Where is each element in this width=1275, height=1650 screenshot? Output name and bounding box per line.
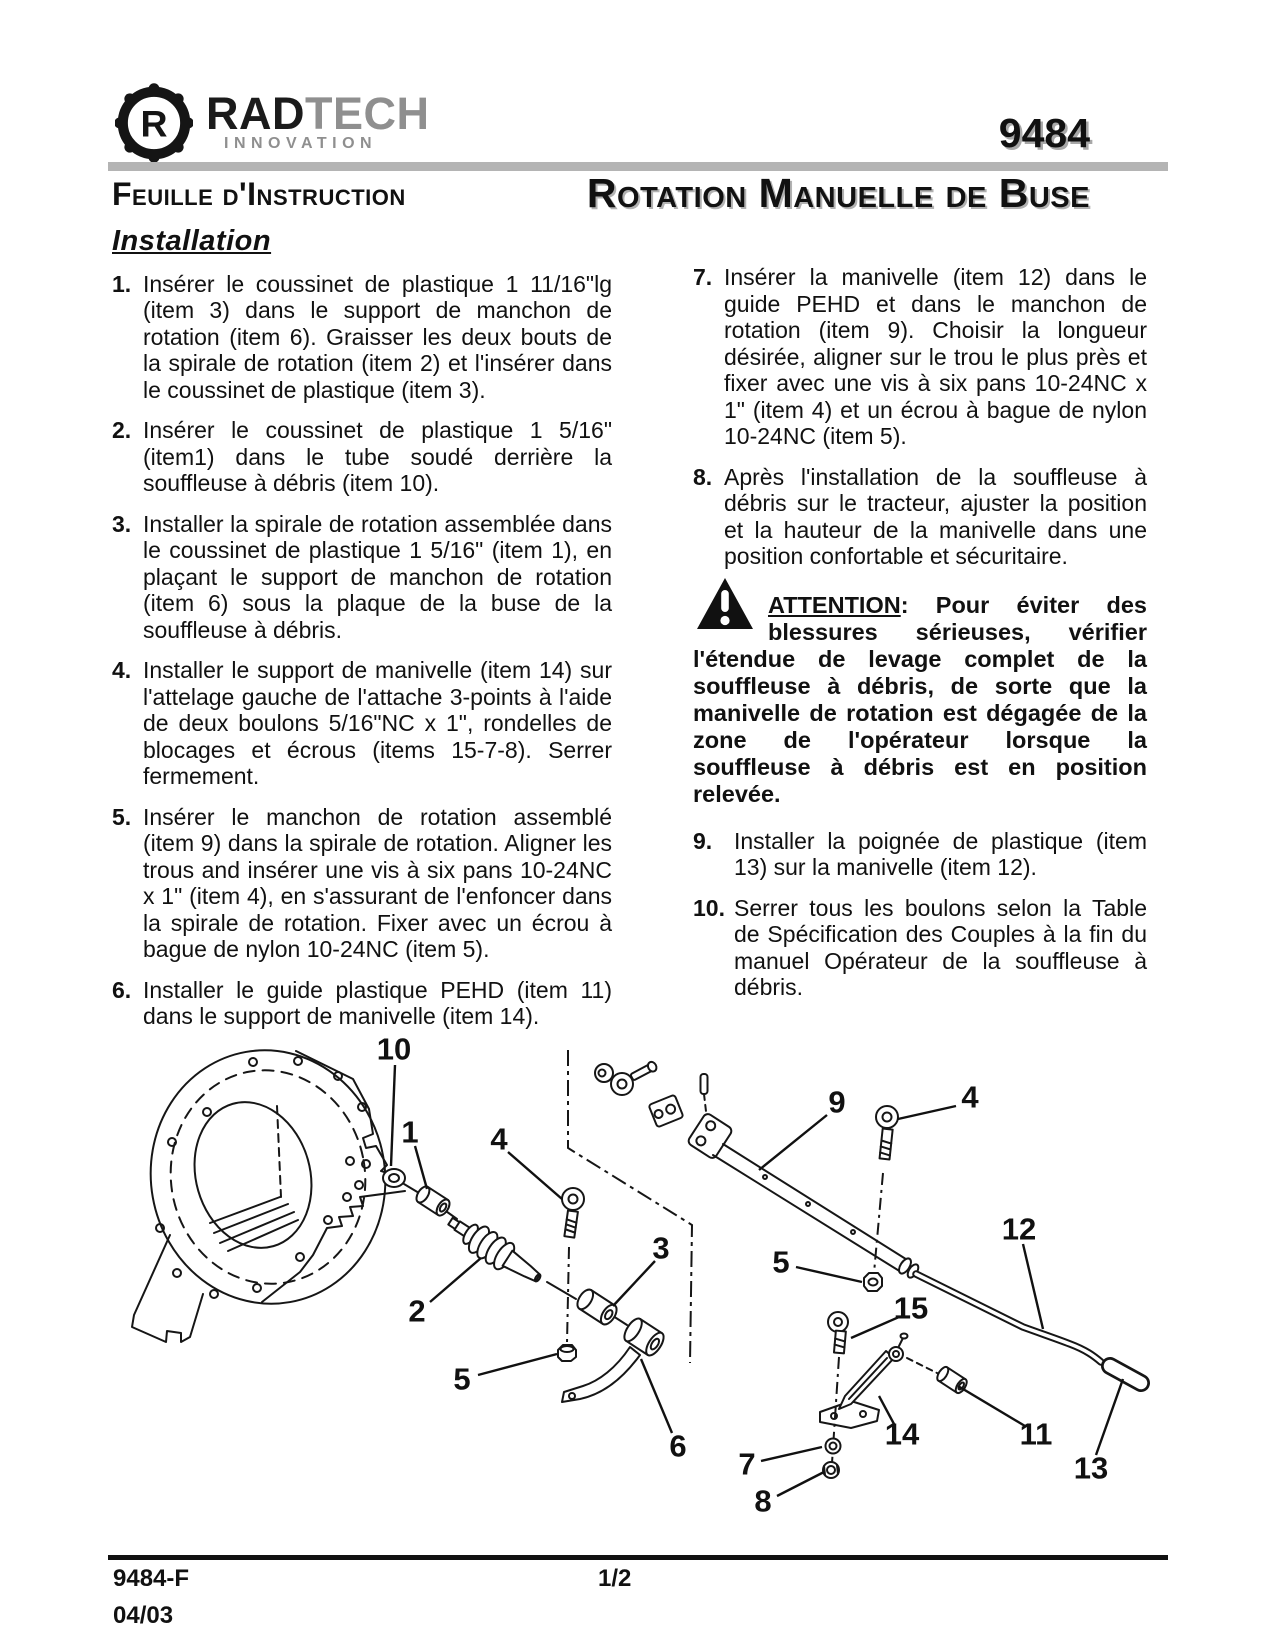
brand-primary: RAD <box>206 88 305 139</box>
callout-leader-6 <box>641 1359 672 1433</box>
step-1 <box>112 271 612 404</box>
step-number: 3. <box>112 510 132 537</box>
callout-number-6: 6 <box>669 1428 687 1464</box>
step-text: Serrer tous les boulons selon la Table de Spécification des Couples à la fin du manuel Opérateur de la souffleuse à débris. <box>734 894 1147 1000</box>
step-3 <box>112 511 612 644</box>
step-2 <box>112 417 612 497</box>
clevis-knuckle-parts <box>595 1060 708 1127</box>
callout-number-8: 8 <box>754 1483 772 1519</box>
callout-number-12: 12 <box>1001 1211 1037 1247</box>
callout-leader-8 <box>777 1472 824 1496</box>
step-5 <box>112 804 612 963</box>
step-8 <box>693 464 1147 570</box>
hex-bolt-4-right <box>874 1106 898 1273</box>
callout-number-1: 1 <box>401 1114 419 1150</box>
attention-label: ATTENTION <box>768 591 901 618</box>
logo-tagline: INNOVATION <box>224 135 378 152</box>
blower-housing-drawing <box>131 1032 406 1342</box>
callout-number-15: 15 <box>893 1290 929 1326</box>
callout-number-11: 11 <box>1019 1416 1053 1452</box>
attention-text: : Pour éviter des blessures sérieuses, vérifier l'étendue de levage complet de la souffleuse à débris, de sorte que la manivelle de rotation est dégagée de la zone de l'opérateur lorsque la souffleuse à débris est en position relevée. <box>693 591 1147 807</box>
sleeve-support-bracket-6 <box>562 1316 667 1402</box>
callout-number-5: 5 <box>772 1244 790 1280</box>
step-number: 1. <box>112 270 132 297</box>
installation-heading: Installation <box>112 225 272 257</box>
crank-rod-12 <box>906 1263 1101 1362</box>
callout-number-13: 13 <box>1073 1450 1109 1486</box>
callout-leader-5 <box>478 1354 557 1375</box>
step-text: Insérer le coussinet de plastique 1 11/16"lg (item 3) dans le support de manchon de rotation (item 6). Graisser les deux bouts de la spirale de rotation (item 2) et l'insérer dans le coussinet de plastique (item 3). <box>143 270 612 403</box>
callout-number-10: 10 <box>376 1031 412 1067</box>
step-number: 4. <box>112 657 132 683</box>
logo-wordmark <box>206 82 430 153</box>
lock-washer-7 <box>826 1439 841 1454</box>
hex-bolt-4-left <box>562 1188 584 1343</box>
radtech-logo <box>115 82 430 164</box>
callout-number-4: 4 <box>961 1079 979 1115</box>
crank-support-bracket-14 <box>820 1334 908 1429</box>
step-number: 2. <box>112 417 132 443</box>
part-number: 9484 <box>998 110 1090 156</box>
plastic-handle-13 <box>1110 1366 1141 1383</box>
footer-doc-code: 9484-F <box>113 1565 190 1592</box>
step-text: Insérer le coussinet de plastique 1 5/16" (item1) dans le tube soudé derrière la souffleuse à débris (item 10). <box>143 417 612 496</box>
callout-number-9: 9 <box>828 1084 846 1120</box>
brand-secondary: TECH <box>305 88 430 139</box>
left-column <box>112 225 612 1044</box>
callout-leader-3 <box>613 1261 655 1306</box>
step-number: 5. <box>112 803 132 830</box>
callout-leader-12 <box>1023 1244 1043 1329</box>
step-text: Après l'installation de la souffleuse à débris sur le tracteur, ajuster la position et la hauteur de la manivelle dans une position confortable et sécuritaire. <box>724 463 1147 569</box>
callout-leader-4 <box>898 1106 956 1119</box>
callout-leader-13 <box>1096 1379 1123 1455</box>
hex-nut-8 <box>823 1462 839 1478</box>
step-number: 8. <box>693 463 713 490</box>
callout-number-2: 2 <box>408 1293 426 1329</box>
callout-leader-5 <box>796 1267 862 1282</box>
callout-leader-2 <box>430 1258 481 1302</box>
step-number: 9. <box>693 827 713 854</box>
plastic-bushing-3 <box>574 1287 620 1327</box>
step-text: Installer la poignée de plastique (item 13) sur la manivelle (item 12). <box>734 827 1147 880</box>
attention-note <box>693 592 1147 808</box>
step-9 <box>693 828 1147 881</box>
callout-leader-11 <box>958 1386 1025 1426</box>
step-number: 7. <box>693 264 713 290</box>
parts-diagram <box>110 985 1170 1550</box>
callout-leader-1 <box>415 1146 427 1189</box>
gear-badge-icon <box>115 82 193 164</box>
callout-leader-9 <box>759 1115 827 1170</box>
callout-number-14: 14 <box>884 1416 920 1452</box>
step-number: 10. <box>693 894 725 921</box>
page-title: Rotation Manuelle de Buse <box>586 170 1090 216</box>
right-column <box>693 264 1147 1015</box>
callout-leader-15 <box>851 1317 899 1338</box>
callout-number-7: 7 <box>738 1446 756 1482</box>
footer-date-code: 04/03 <box>113 1602 174 1629</box>
footer-page-indicator: 1/2 <box>598 1565 632 1592</box>
step-4 <box>112 657 612 790</box>
callout-layer <box>377 1032 1123 1519</box>
svg-text:R: R <box>140 102 168 145</box>
callout-number-4: 4 <box>490 1121 508 1157</box>
document-type-heading: Feuille d'Instruction <box>112 176 406 212</box>
callout-number-5: 5 <box>453 1361 471 1397</box>
step-text: Insérer le manchon de rotation assemblé (item 9) dans la spirale de rotation. Aligner les trous and insérer une vis à six pans 10-24NC x 1" (item 4), en s'assurant de l'enfoncer dans la spirale de rotation. Fixer avec un écrou à bague de nylon 10-24NC (item 5). <box>143 803 612 962</box>
pehd-guide-11 <box>907 1358 969 1395</box>
footer-divider <box>108 1555 1168 1560</box>
callout-leader-4 <box>508 1152 562 1199</box>
plastic-bushing-1 <box>414 1184 452 1218</box>
callout-number-3: 3 <box>652 1230 670 1266</box>
callout-leader-10 <box>391 1065 395 1166</box>
nylon-nut-5-left <box>558 1345 576 1361</box>
square-nut-block <box>649 1095 684 1128</box>
callout-leader-7 <box>761 1447 822 1461</box>
step-text: Installer la spirale de rotation assemblée dans le coussinet de plastique 1 5/16" (item 1), en plaçant le support de manchon de rotation (item 6) sous la plaque de la buse de la souffleuse à débris. <box>143 510 612 643</box>
step-number: 6. <box>112 976 132 1003</box>
step-text: Insérer la manivelle (item 12) dans le guide PEHD et dans le manchon de rotation (item 9). Choisir la longueur désirée, aligner sur le trou le plus près et fixer avec une vis à six pans 10-24NC x 1" (item 4) et un écrou à bague de nylon 10-24NC (item 5). <box>724 264 1147 449</box>
step-7 <box>693 264 1147 450</box>
roll-pin <box>701 1074 708 1120</box>
step-text: Installer le guide plastique PEHD (item 11) dans le support de manivelle (item 14). <box>143 976 612 1029</box>
nylon-nut-5-right <box>864 1273 882 1291</box>
warning-triangle-icon <box>695 582 755 624</box>
step-text: Installer le support de manivelle (item 14) sur l'attelage gauche de l'attache 3-points à l'aide de deux boulons 5/16"NC x 1", rondelles de blocages et écrous (items 15-7-8). Serrer fermement. <box>143 657 612 789</box>
